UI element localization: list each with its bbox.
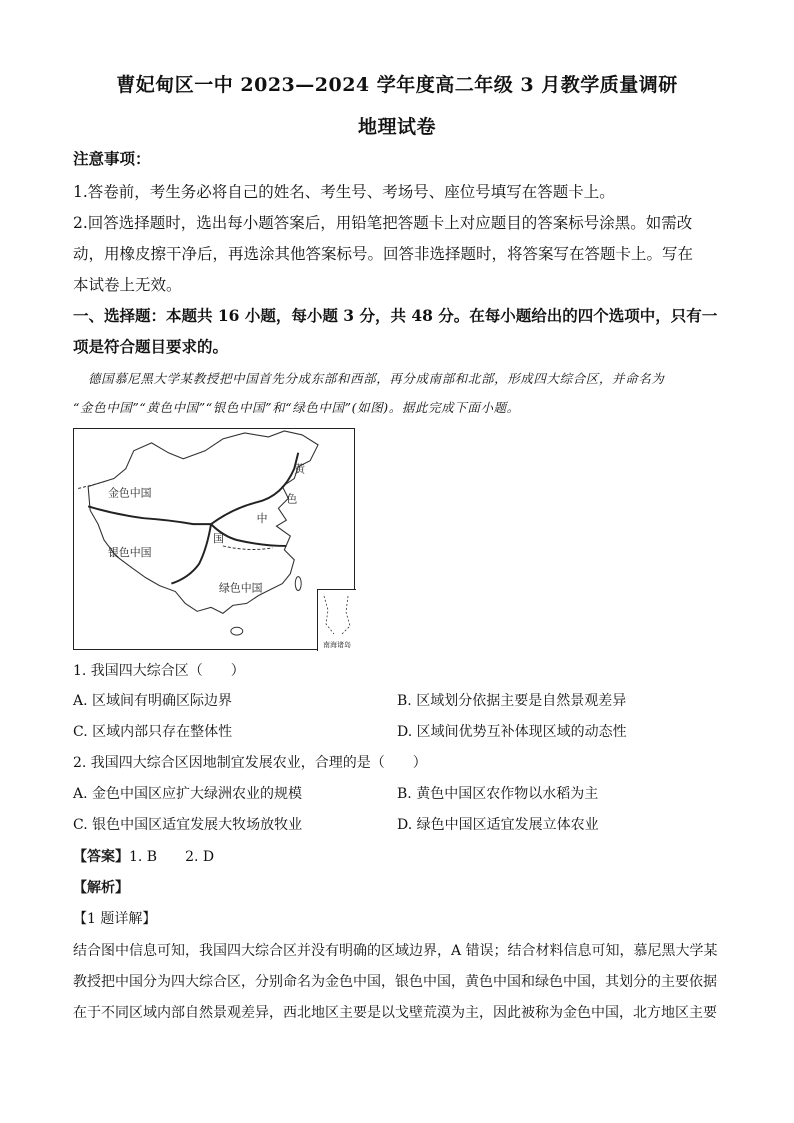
analysis-tag-line xyxy=(73,877,723,899)
notice-item-2-line-2: 动，用橡皮擦干净后，再选涂其他答案标号。回答非选择题时，将答案写在答题卡上。写在 xyxy=(73,245,694,263)
question-1-option-d: D. 区域间优势互补体现区域的动态性 xyxy=(397,724,627,740)
silver-green-divider xyxy=(171,524,211,583)
answer-values: 1. B 2. D xyxy=(129,849,215,865)
label-yellow-char-4: 国 xyxy=(213,531,224,545)
inset-label: 南海诸岛 xyxy=(323,641,351,649)
china-regions-map xyxy=(73,428,355,650)
question-2-option-d: D. 绿色中国区适宜发展立体农业 xyxy=(397,817,599,833)
south-china-sea-inset xyxy=(317,589,356,651)
section-1-line-2: 项是符合题目要求的。 xyxy=(73,337,229,356)
intro-line-1: 德国慕尼黑大学某教授把中国首先分成东部和西部，再分成南部和北部，形成四大综合区，并命名为 xyxy=(88,371,665,386)
exam-title: 曹妃甸区一中 2023—2024 学年度高二年级 3 月教学质量调研 xyxy=(116,74,678,96)
notice-item-2-line-3: 本试卷上无效。 xyxy=(73,276,182,294)
notice-item-2-line-1: 2.回答选择题时，选出每小题答案后，用铅笔把答题卡上对应题目的答案标号涂黑。如需改 xyxy=(73,214,693,232)
notice-item-1: 1.答卷前，考生务必将自己的姓名、考生号、考场号、座位号填写在答题卡上。 xyxy=(73,183,615,201)
question-1-option-a: A. 区域间有明确区际边界 xyxy=(73,693,233,709)
question-1-option-b: B. 区域划分依据主要是自然景观差异 xyxy=(397,693,627,709)
analysis-line-3: 在于不同区域内部自然景观差异，西北地区主要是以戈壁荒漠为主，因此被称为金色中国，北方地区主要 xyxy=(73,1005,717,1021)
notice-heading: 注意事项： xyxy=(73,149,151,168)
country-outline xyxy=(88,431,318,613)
question-2-option-c: C. 银色中国区适宜发展大牧场放牧业 xyxy=(73,817,303,833)
label-yellow-char-3: 中 xyxy=(256,512,268,526)
analysis-line-1: 结合图中信息可知，我国四大综合区并没有明确的区域边界，A 错误；结合材料信息可知，慕尼黑大学某 xyxy=(73,943,718,959)
question-2-option-b: B. 黄色中国区农作物以水稻为主 xyxy=(397,786,599,802)
map-drawing xyxy=(74,429,354,649)
analysis-line-2: 教授把中国分为四大综合区，分别命名为金色中国，银色中国，黄色中国和绿色中国，其划分的主要依据 xyxy=(73,974,717,990)
intro-line-2: “金色中国”“黄色中国”“银色中国”和“绿色中国”(如图)。据此完成下面小题。 xyxy=(73,400,520,415)
question-1-stem: 1. 我国四大综合区（ ） xyxy=(73,663,245,679)
taiwan-island xyxy=(295,577,301,591)
question-2-option-a: A. 金色中国区应扩大绿洲农业的规模 xyxy=(73,786,303,802)
gold-silver-divider xyxy=(88,506,211,524)
hainan-island xyxy=(231,627,243,635)
river-dashed xyxy=(223,546,273,550)
subject-title: 地理试卷 xyxy=(357,116,436,138)
gold-yellow-divider xyxy=(211,453,298,524)
section-1-line-1: 一、选择题：本题共 16 小题，每小题 3 分，共 48 分。在每小题给出的四个选项中，只有一 xyxy=(73,306,718,325)
label-gold-china: 金色中国 xyxy=(107,486,152,500)
question-2-stem: 2. 我国四大综合区因地制宜发展农业，合理的是（ ） xyxy=(73,755,427,771)
answer-tag: 【答案】 xyxy=(73,849,129,865)
answer-line xyxy=(73,846,723,868)
question-1-option-c: C. 区域内部只存在整体性 xyxy=(73,724,233,740)
label-green-china: 绿色中国 xyxy=(218,581,263,595)
label-yellow-char-2: 色 xyxy=(286,492,298,506)
analysis-subheading: 【1 题详解】 xyxy=(73,911,157,927)
label-silver-china: 银色中国 xyxy=(107,545,152,559)
label-yellow-char-1: 黄 xyxy=(294,462,306,476)
northwest-dashed-border xyxy=(78,481,108,489)
analysis-tag: 【解析】 xyxy=(73,880,129,896)
